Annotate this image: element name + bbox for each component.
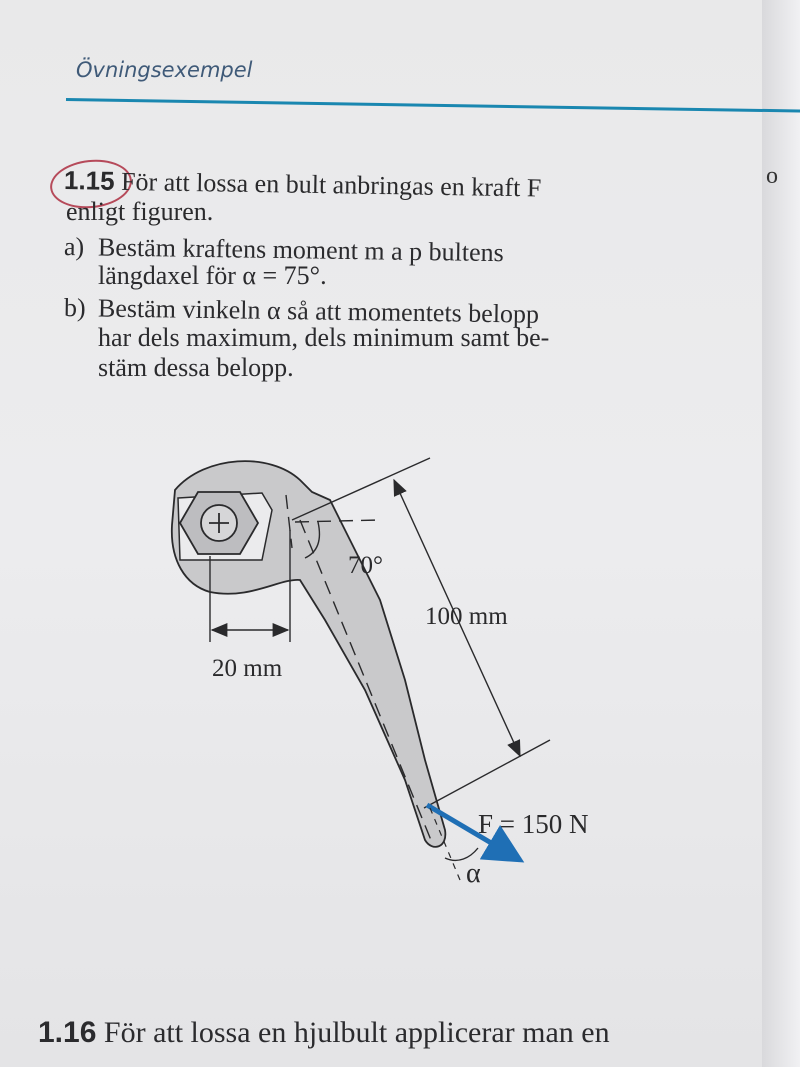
part-b-text: Bestäm vinkeln α så att momentets belopp xyxy=(97,293,540,329)
problem-text: För att lossa en bult anbringas en kraft F xyxy=(120,166,542,203)
offset-label: 20 mm xyxy=(212,655,283,682)
part-b-label: b) xyxy=(63,293,86,323)
problem-1-16-line1 xyxy=(38,1016,610,1050)
problem-number: 1.15 xyxy=(63,165,115,196)
angle-70-label: 70° xyxy=(348,552,383,579)
force-label-text: F = 150 N xyxy=(478,809,589,839)
problem-116-text: För att lossa en hjulbult applicerar man en xyxy=(103,1016,610,1049)
part-a-line2: längdaxel för α = 75°. xyxy=(98,261,327,290)
part-a-text: Bestäm kraftens moment m a p bultens xyxy=(97,232,504,268)
part-b-line3: stäm dessa belopp. xyxy=(98,353,294,382)
length-label: 100 mm xyxy=(425,603,508,630)
alpha-label: α xyxy=(466,858,481,889)
part-b-line2: har dels maximum, dels minimum samt be- xyxy=(98,323,550,352)
problem-number-116: 1.16 xyxy=(38,1016,97,1049)
problem-1-15-line2: enligt figuren. xyxy=(66,197,214,226)
section-header: Övningsexempel xyxy=(76,58,253,82)
force-label xyxy=(478,809,589,839)
part-a-label: a) xyxy=(63,232,85,262)
edge-glyph: o xyxy=(766,163,778,189)
